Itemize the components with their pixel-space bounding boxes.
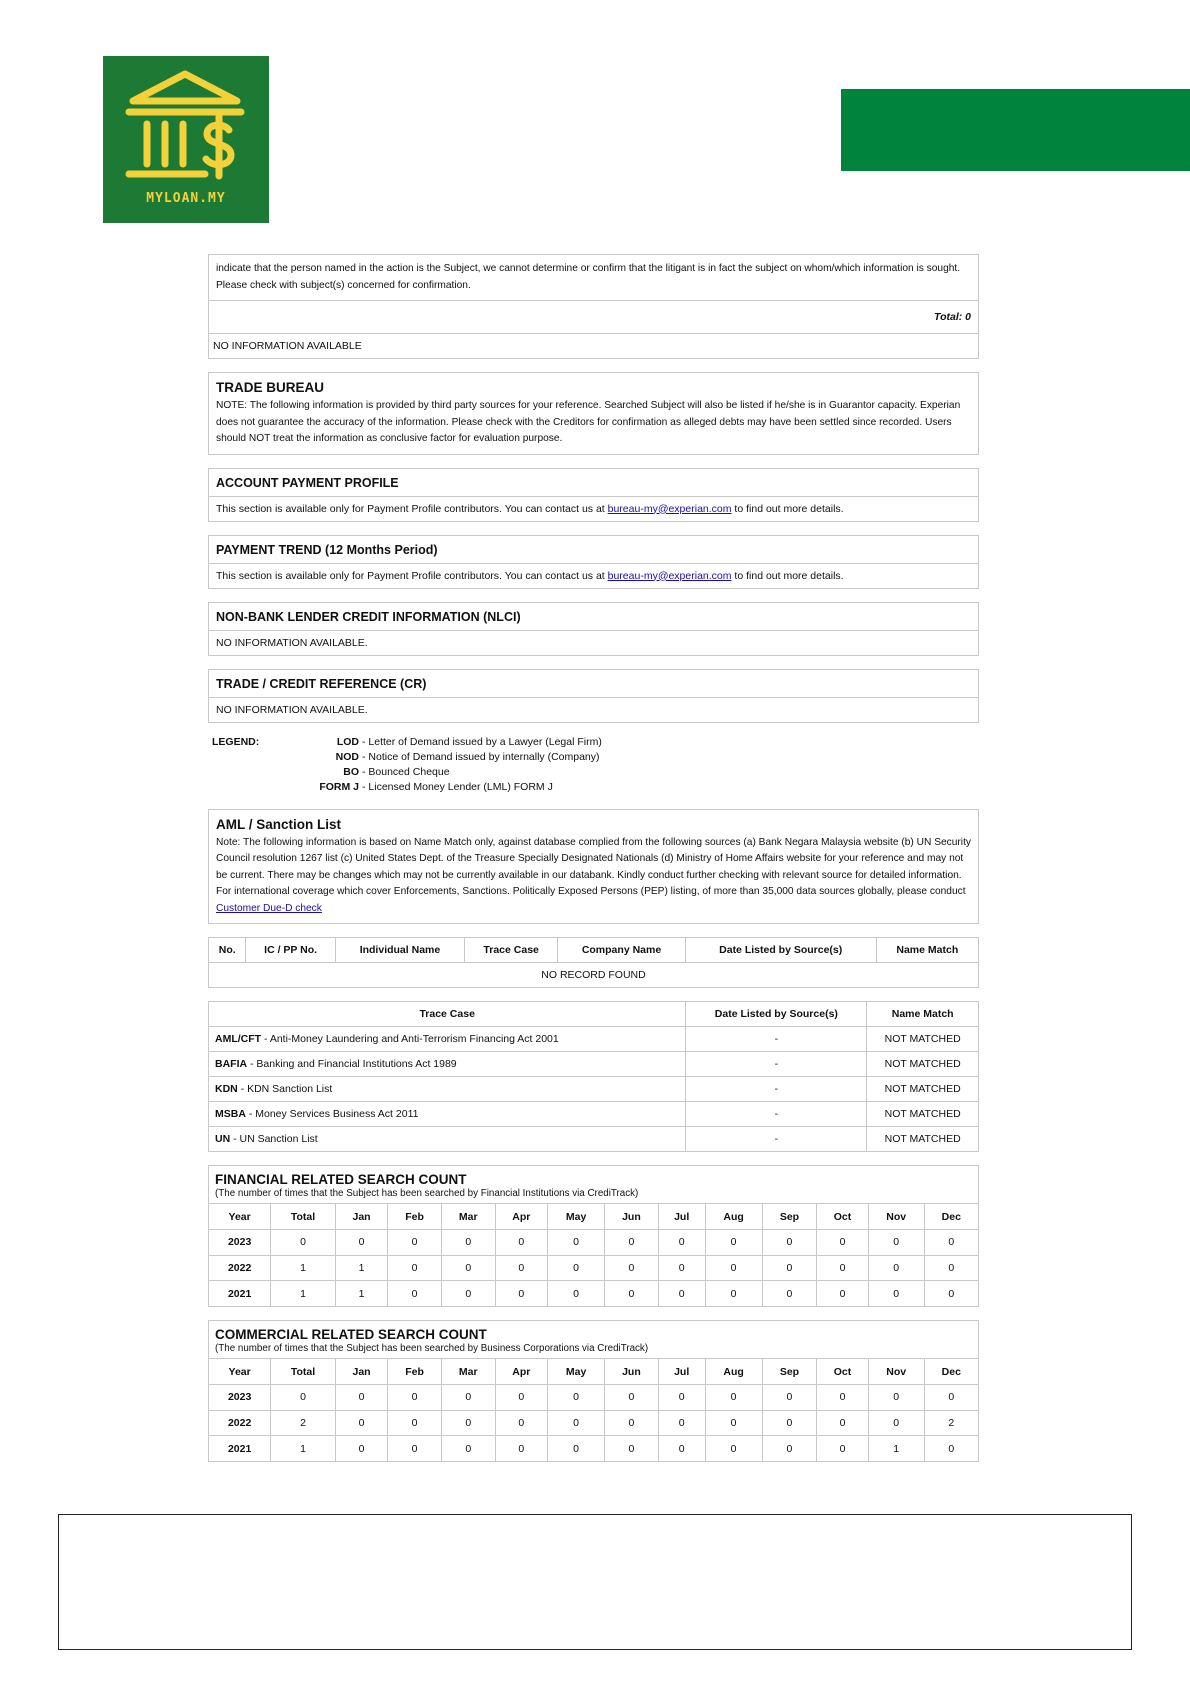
count-cell: 0 bbox=[705, 1410, 762, 1436]
trace-case-cell bbox=[209, 1052, 686, 1077]
trace-case-cell bbox=[209, 1027, 686, 1052]
count-cell: 0 bbox=[388, 1410, 442, 1436]
column-header: Jul bbox=[658, 1359, 705, 1385]
account-payment-section bbox=[208, 468, 979, 522]
table-row bbox=[209, 1281, 978, 1307]
count-cell: 1 bbox=[271, 1281, 336, 1307]
count-cell: 0 bbox=[817, 1230, 868, 1256]
trace-desc: - Anti-Money Laundering and Anti-Terrorism Financing Act 2001 bbox=[261, 1033, 559, 1045]
count-cell: 0 bbox=[924, 1436, 978, 1462]
column-header: Company Name bbox=[558, 938, 686, 963]
count-cell: 0 bbox=[868, 1255, 924, 1281]
legend-desc: - Bounced Cheque bbox=[362, 765, 450, 778]
count-cell: 0 bbox=[388, 1230, 442, 1256]
count-cell: 0 bbox=[335, 1410, 388, 1436]
legend bbox=[212, 736, 979, 793]
count-cell: 1 bbox=[271, 1255, 336, 1281]
litigation-status: NO INFORMATION AVAILABLE bbox=[209, 333, 978, 358]
match-cell: NOT MATCHED bbox=[867, 1077, 979, 1102]
myloan-logo bbox=[103, 56, 269, 223]
commercial-count-table bbox=[209, 1359, 978, 1461]
column-header: Year bbox=[209, 1204, 271, 1230]
count-cell: 1 bbox=[335, 1281, 388, 1307]
count-cell: 0 bbox=[548, 1385, 605, 1411]
column-header: Total bbox=[271, 1359, 336, 1385]
count-cell: 0 bbox=[762, 1436, 817, 1462]
count-cell: 0 bbox=[441, 1230, 495, 1256]
trace-case-cell bbox=[209, 1077, 686, 1102]
count-cell: 0 bbox=[658, 1255, 705, 1281]
section-title: NON-BANK LENDER CREDIT INFORMATION (NLCI) bbox=[216, 609, 521, 624]
count-cell: 0 bbox=[705, 1436, 762, 1462]
legend-key: BO bbox=[343, 765, 359, 778]
legend-key: NOD bbox=[335, 750, 359, 763]
column-header: Trace Case bbox=[209, 1002, 686, 1027]
count-cell: 0 bbox=[441, 1410, 495, 1436]
count-cell: 0 bbox=[495, 1385, 548, 1411]
column-header: Aug bbox=[705, 1204, 762, 1230]
column-header: May bbox=[548, 1204, 605, 1230]
count-cell: 0 bbox=[548, 1281, 605, 1307]
match-cell: NOT MATCHED bbox=[867, 1052, 979, 1077]
year-cell: 2023 bbox=[209, 1230, 271, 1256]
table-row bbox=[209, 1077, 979, 1102]
count-cell: 0 bbox=[605, 1410, 659, 1436]
count-cell: 0 bbox=[605, 1281, 659, 1307]
trace-code: UN bbox=[215, 1133, 231, 1145]
column-header: Aug bbox=[705, 1359, 762, 1385]
count-cell: 0 bbox=[658, 1410, 705, 1436]
count-cell: 0 bbox=[335, 1436, 388, 1462]
count-cell: 0 bbox=[817, 1385, 868, 1411]
column-header: Jul bbox=[658, 1204, 705, 1230]
table-row bbox=[209, 1410, 978, 1436]
trace-case-cell bbox=[209, 1102, 686, 1127]
trade-credit-status: NO INFORMATION AVAILABLE. bbox=[209, 697, 978, 722]
section-title: ACCOUNT PAYMENT PROFILE bbox=[216, 475, 399, 490]
count-cell: 0 bbox=[868, 1385, 924, 1411]
count-cell: 0 bbox=[658, 1281, 705, 1307]
count-cell: 0 bbox=[658, 1385, 705, 1411]
count-cell: 0 bbox=[388, 1281, 442, 1307]
count-cell: 0 bbox=[495, 1281, 548, 1307]
litigation-section bbox=[208, 254, 979, 359]
count-cell: 0 bbox=[762, 1385, 817, 1411]
section-subtitle: (The number of times that the Subject has been searched by Business Corporations via CrediTrack) bbox=[215, 1343, 649, 1354]
count-cell: 0 bbox=[924, 1281, 978, 1307]
count-cell: 0 bbox=[605, 1230, 659, 1256]
legend-desc: - Letter of Demand issued by a Lawyer (Legal Firm) bbox=[362, 735, 602, 748]
header-green-bar bbox=[841, 89, 1190, 171]
count-cell: 0 bbox=[388, 1385, 442, 1411]
financial-count-section bbox=[208, 1165, 979, 1307]
year-cell: 2021 bbox=[209, 1436, 271, 1462]
column-header: Jan bbox=[335, 1359, 388, 1385]
count-cell: 0 bbox=[762, 1255, 817, 1281]
aml-section bbox=[208, 809, 979, 925]
date-cell: - bbox=[686, 1077, 867, 1102]
count-cell: 0 bbox=[762, 1281, 817, 1307]
date-cell: - bbox=[686, 1127, 867, 1152]
count-cell: 0 bbox=[548, 1230, 605, 1256]
column-header: Date Listed by Source(s) bbox=[686, 1002, 867, 1027]
aml-note bbox=[209, 835, 978, 924]
column-header: Date Listed by Source(s) bbox=[685, 938, 876, 963]
bank-dollar-icon bbox=[103, 56, 269, 196]
payment-trend-section bbox=[208, 535, 979, 589]
trace-desc: - UN Sanction List bbox=[230, 1133, 318, 1145]
trace-code: KDN bbox=[215, 1083, 238, 1095]
column-header: Name Match bbox=[867, 1002, 979, 1027]
trace-table bbox=[208, 1001, 979, 1152]
column-header: Trace Case bbox=[465, 938, 558, 963]
trace-desc: - KDN Sanction List bbox=[237, 1083, 333, 1095]
count-cell: 0 bbox=[335, 1385, 388, 1411]
table-row bbox=[209, 1127, 979, 1152]
trade-bureau-note: NOTE: The following information is provided by third party sources for your reference. Searched Subject will also be listed if he/she is in Guarantor capacity. Experian does not guarantee the accuracy of the information. Please check with the Creditors for confirmation as alleged debts may have been settled since recorded. Users should NOT treat the information as conclusive factor for evaluation purpose. bbox=[216, 400, 961, 444]
column-header: Dec bbox=[924, 1359, 978, 1385]
trace-case-cell bbox=[209, 1127, 686, 1152]
column-header: Total bbox=[271, 1204, 336, 1230]
count-cell: 0 bbox=[335, 1230, 388, 1256]
count-cell: 0 bbox=[868, 1281, 924, 1307]
section-title: PAYMENT TREND (12 Months Period) bbox=[216, 542, 438, 557]
column-header: No. bbox=[209, 938, 246, 963]
count-cell: 0 bbox=[495, 1410, 548, 1436]
column-header: Oct bbox=[817, 1204, 868, 1230]
legend-title: LEGEND: bbox=[212, 735, 260, 748]
trace-desc: - Banking and Financial Institutions Act 1989 bbox=[247, 1058, 457, 1070]
section-title: TRADE / CREDIT REFERENCE (CR) bbox=[216, 676, 427, 691]
date-cell: - bbox=[686, 1102, 867, 1127]
count-cell: 0 bbox=[924, 1230, 978, 1256]
year-cell: 2022 bbox=[209, 1410, 271, 1436]
count-cell: 0 bbox=[548, 1436, 605, 1462]
column-header: Nov bbox=[868, 1204, 924, 1230]
count-cell: 0 bbox=[548, 1255, 605, 1281]
section-subtitle: (The number of times that the Subject has been searched by Financial Institutions via CrediTrack) bbox=[215, 1188, 639, 1199]
column-header: Apr bbox=[495, 1359, 548, 1385]
column-header: Oct bbox=[817, 1359, 868, 1385]
table-row bbox=[209, 1230, 978, 1256]
match-cell: NOT MATCHED bbox=[867, 1102, 979, 1127]
aml-table-wrap bbox=[208, 937, 979, 988]
table-row bbox=[209, 1027, 979, 1052]
count-cell: 0 bbox=[495, 1436, 548, 1462]
year-cell: 2022 bbox=[209, 1255, 271, 1281]
column-header: Year bbox=[209, 1359, 271, 1385]
legend-desc: - Notice of Demand issued by internally (Company) bbox=[362, 750, 600, 763]
column-header: May bbox=[548, 1359, 605, 1385]
column-header: Jun bbox=[605, 1204, 659, 1230]
count-cell: 2 bbox=[924, 1410, 978, 1436]
count-cell: 0 bbox=[817, 1255, 868, 1281]
column-header: Sep bbox=[762, 1359, 817, 1385]
text-before: This section is available only for Payment Profile contributors. You can contact us at bbox=[216, 569, 608, 582]
date-cell: - bbox=[686, 1027, 867, 1052]
count-cell: 0 bbox=[388, 1255, 442, 1281]
column-header: Jun bbox=[605, 1359, 659, 1385]
count-cell: 0 bbox=[495, 1230, 548, 1256]
table-row bbox=[209, 1436, 978, 1462]
column-header: Individual Name bbox=[335, 938, 464, 963]
count-cell: 0 bbox=[605, 1255, 659, 1281]
empty-row: NO RECORD FOUND bbox=[209, 963, 979, 988]
section-title: TRADE BUREAU bbox=[216, 380, 324, 395]
count-cell: 0 bbox=[924, 1255, 978, 1281]
count-cell: 0 bbox=[658, 1436, 705, 1462]
count-cell: 1 bbox=[335, 1255, 388, 1281]
trace-code: BAFIA bbox=[215, 1058, 248, 1070]
aml-table bbox=[208, 937, 979, 988]
financial-count-table bbox=[209, 1204, 978, 1306]
text-after: to find out more details. bbox=[731, 502, 844, 515]
trade-credit-section bbox=[208, 669, 979, 723]
legend-key: FORM J bbox=[319, 780, 359, 793]
count-cell: 1 bbox=[271, 1436, 336, 1462]
litigation-total: Total: 0 bbox=[209, 300, 978, 333]
count-cell: 0 bbox=[441, 1281, 495, 1307]
legend-desc: - Licensed Money Lender (LML) FORM J bbox=[362, 780, 553, 793]
count-cell: 0 bbox=[705, 1230, 762, 1256]
text-before: This section is available only for Payment Profile contributors. You can contact us at bbox=[216, 502, 608, 515]
column-header: Nov bbox=[868, 1359, 924, 1385]
date-cell: - bbox=[686, 1052, 867, 1077]
legend-key: LOD bbox=[336, 735, 359, 748]
count-cell: 0 bbox=[271, 1385, 336, 1411]
trace-table-wrap bbox=[208, 1001, 979, 1152]
column-header: Name Match bbox=[876, 938, 978, 963]
litigation-note: indicate that the person named in the action is the Subject, we cannot determine or confirm that the litigant is in fact the subject on whom/which information is sought. Please check with subject(s) concerned for confirmation. bbox=[216, 263, 961, 291]
account-payment-text bbox=[209, 496, 978, 521]
count-cell: 0 bbox=[817, 1281, 868, 1307]
payment-trend-text bbox=[209, 563, 978, 588]
column-header: Mar bbox=[441, 1204, 495, 1230]
year-cell: 2021 bbox=[209, 1281, 271, 1307]
section-title: FINANCIAL RELATED SEARCH COUNT bbox=[215, 1172, 467, 1187]
trade-bureau-section bbox=[208, 372, 979, 455]
column-header: IC / PP No. bbox=[246, 938, 335, 963]
trace-code: AML/CFT bbox=[215, 1033, 262, 1045]
commercial-count-section bbox=[208, 1320, 979, 1462]
logo-text: MYLOAN.MY bbox=[146, 191, 226, 206]
email-link[interactable]: bureau-my@experian.com bbox=[607, 569, 732, 582]
table-row bbox=[209, 1385, 978, 1411]
count-cell: 0 bbox=[762, 1230, 817, 1256]
count-cell: 0 bbox=[388, 1436, 442, 1462]
column-header: Sep bbox=[762, 1204, 817, 1230]
count-cell: 0 bbox=[441, 1255, 495, 1281]
trace-desc: - Money Services Business Act 2011 bbox=[245, 1108, 419, 1120]
section-title: AML / Sanction List bbox=[216, 816, 342, 832]
count-cell: 0 bbox=[817, 1436, 868, 1462]
column-header: Jan bbox=[335, 1204, 388, 1230]
footer-box bbox=[58, 1514, 1132, 1650]
count-cell: 0 bbox=[817, 1410, 868, 1436]
report-content bbox=[208, 254, 979, 1475]
count-cell: 0 bbox=[658, 1230, 705, 1256]
table-row bbox=[209, 1102, 979, 1127]
year-cell: 2023 bbox=[209, 1385, 271, 1411]
nlci-section bbox=[208, 602, 979, 656]
column-header: Feb bbox=[388, 1359, 442, 1385]
count-cell: 0 bbox=[868, 1230, 924, 1256]
count-cell: 0 bbox=[605, 1385, 659, 1411]
nlci-status: NO INFORMATION AVAILABLE. bbox=[209, 630, 978, 655]
count-cell: 2 bbox=[271, 1410, 336, 1436]
count-cell: 0 bbox=[441, 1385, 495, 1411]
section-title: COMMERCIAL RELATED SEARCH COUNT bbox=[215, 1327, 487, 1342]
count-cell: 0 bbox=[548, 1410, 605, 1436]
trace-code: MSBA bbox=[215, 1108, 246, 1120]
column-header: Mar bbox=[441, 1359, 495, 1385]
column-header: Dec bbox=[924, 1204, 978, 1230]
customer-due-d-link[interactable]: Customer Due-D check bbox=[216, 902, 322, 914]
aml-note-text: Note: The following information is based on Name Match only, against database complied from the following sources (a) Bank Negara Malaysia website (b) UN Security Council resolution 1267 list (c) United States Dept. of the Treasure Specially Designated Nationals (d) Ministry of Home Affairs website for your reference and may not be current. There may be changes which may not be currently available in our databank. Kindly conduct further checking with relevant source for detailed information. For international coverage which cover Enforcements, Sanctions. Politically Exposed Persons (PEP) listing, of more than 35,000 data sources globally, please conduct bbox=[216, 836, 971, 897]
count-cell: 0 bbox=[605, 1436, 659, 1462]
count-cell: 0 bbox=[762, 1410, 817, 1436]
table-row bbox=[209, 1255, 978, 1281]
count-cell: 0 bbox=[868, 1410, 924, 1436]
column-header: Apr bbox=[495, 1204, 548, 1230]
count-cell: 0 bbox=[705, 1281, 762, 1307]
email-link[interactable]: bureau-my@experian.com bbox=[607, 502, 732, 515]
count-cell: 0 bbox=[924, 1385, 978, 1411]
count-cell: 0 bbox=[271, 1230, 336, 1256]
table-row bbox=[209, 1052, 979, 1077]
count-cell: 0 bbox=[495, 1255, 548, 1281]
column-header: Feb bbox=[388, 1204, 442, 1230]
count-cell: 0 bbox=[441, 1436, 495, 1462]
count-cell: 1 bbox=[868, 1436, 924, 1462]
count-cell: 0 bbox=[705, 1255, 762, 1281]
match-cell: NOT MATCHED bbox=[867, 1027, 979, 1052]
text-after: to find out more details. bbox=[731, 569, 844, 582]
count-cell: 0 bbox=[705, 1385, 762, 1411]
match-cell: NOT MATCHED bbox=[867, 1127, 979, 1152]
